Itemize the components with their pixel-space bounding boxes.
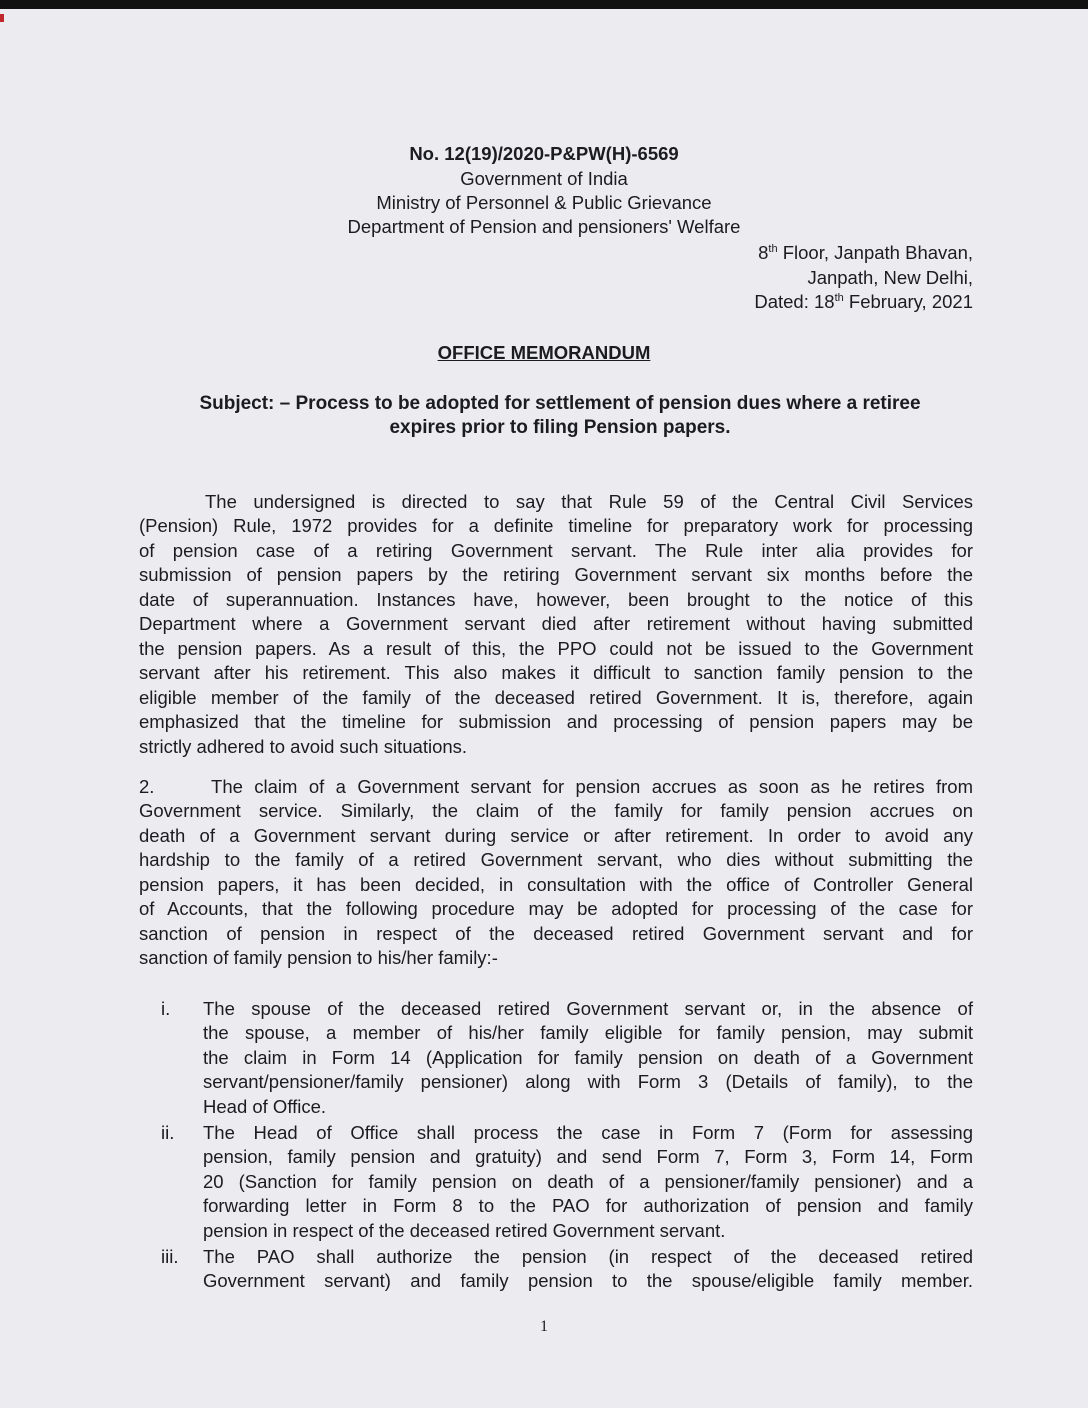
date-line: [500, 290, 973, 315]
para2-line: Government service. Similarly, the claim of the family for family pension accrues on: [139, 800, 973, 821]
list-item-line: Government servant) and family pension to the spouse/eligible family member.: [203, 1270, 973, 1291]
para1-line: eligible member of the family of the deceased retired Government. It is, therefore, again: [139, 687, 973, 708]
date-suffix: th: [834, 291, 844, 304]
address-floor: [500, 241, 973, 266]
para1-line: the pension papers. As a result of this, the PPO could not be issued to the Government: [139, 638, 973, 659]
para1-line: Department where a Government servant died after retirement without having submitted: [139, 613, 973, 634]
list-item-line: servant/pensioner/family pensioner) along with Form 3 (Details of family), to the: [203, 1071, 973, 1092]
para1-line: (Pension) Rule, 1972 provides for a definite timeline for preparatory work for processing: [139, 515, 973, 536]
date-prefix: Dated: 18: [754, 291, 835, 312]
floor-number: 8: [758, 242, 769, 263]
list-item-line: The spouse of the deceased retired Government servant or, in the absence of: [203, 998, 973, 1019]
para2-line: sanction of pension in respect of the deceased retired Government servant and for: [139, 923, 973, 944]
para1-line: of pension case of a retiring Government servant. The Rule inter alia provides for: [139, 540, 973, 561]
para1-line: servant after his retirement. This also makes it difficult to sanction family pension to the: [139, 662, 973, 683]
list-item-line: forwarding letter in Form 8 to the PAO for authorization of pension and family: [203, 1195, 973, 1216]
file-number: No. 12(19)/2020-P&PW(H)-6569: [409, 143, 679, 164]
page-number: 1: [540, 1318, 548, 1335]
date-rest: February, 2021: [843, 291, 973, 312]
subject-line-2: expires prior to filing Pension papers.: [389, 417, 731, 438]
para1-line: emphasized that the timeline for submission and processing of pension papers may be: [139, 711, 973, 732]
subject-line-1: Subject: – Process to be adopted for settlement of pension dues where a retiree: [199, 393, 921, 414]
list-item-line: The PAO shall authorize the pension (in respect of the deceased retired: [203, 1246, 973, 1267]
para2-line: of Accounts, that the following procedure may be adopted for processing of the case for: [139, 898, 973, 919]
para2-line: sanction of family pension to his/her family:-: [139, 947, 498, 968]
para2-line: pension papers, it has been decided, in consultation with the office of Controller General: [139, 874, 973, 895]
list-item-line: 20 (Sanction for family pension on death of a pensioner/family pensioner) and a: [203, 1171, 973, 1192]
list-item-line: the spouse, a member of his/her family eligible for family pension, may submit: [203, 1022, 973, 1043]
list-item-line: pension, family pension and gratuity) and send Form 7, Form 3, Form 14, Form: [203, 1146, 973, 1167]
list-item-number: iii.: [161, 1246, 179, 1267]
list-item-number: i.: [161, 998, 171, 1019]
list-item-line: Head of Office.: [203, 1096, 327, 1117]
para1-line: submission of pension papers by the retiring Government servant six months before the: [139, 564, 973, 585]
para2-line: death of a Government servant during service or after retirement. In order to avoid any: [139, 825, 973, 846]
ministry-line: Ministry of Personnel & Public Grievance: [376, 192, 712, 213]
floor-suffix: th: [768, 242, 778, 255]
para1-line: date of superannuation. Instances have, however, been brought to the notice of this: [139, 589, 973, 610]
government-line: Government of India: [460, 168, 628, 189]
list-item-line: The Head of Office shall process the case in Form 7 (Form for assessing: [203, 1122, 973, 1143]
list-item-line: pension in respect of the deceased retired Government servant.: [203, 1220, 726, 1241]
para2-line: 2. The claim of a Government servant for pension accrues as soon as he retires from: [139, 776, 973, 797]
para2-line: hardship to the family of a retired Government servant, who dies without submitting the: [139, 849, 973, 870]
department-line: Department of Pension and pensioners' Welfare: [347, 216, 741, 237]
para1-line: strictly adhered to avoid such situations.: [139, 736, 468, 757]
memo-title: OFFICE MEMORANDUM: [437, 342, 651, 363]
list-item-number: ii.: [161, 1122, 175, 1143]
list-item-line: the claim in Form 14 (Application for family pension on death of a Government: [203, 1047, 973, 1068]
floor-rest: Floor, Janpath Bhavan,: [777, 242, 973, 263]
address-city: Janpath, New Delhi,: [807, 267, 973, 288]
para1-line: The undersigned is directed to say that Rule 59 of the Central Civil Services: [205, 491, 973, 512]
